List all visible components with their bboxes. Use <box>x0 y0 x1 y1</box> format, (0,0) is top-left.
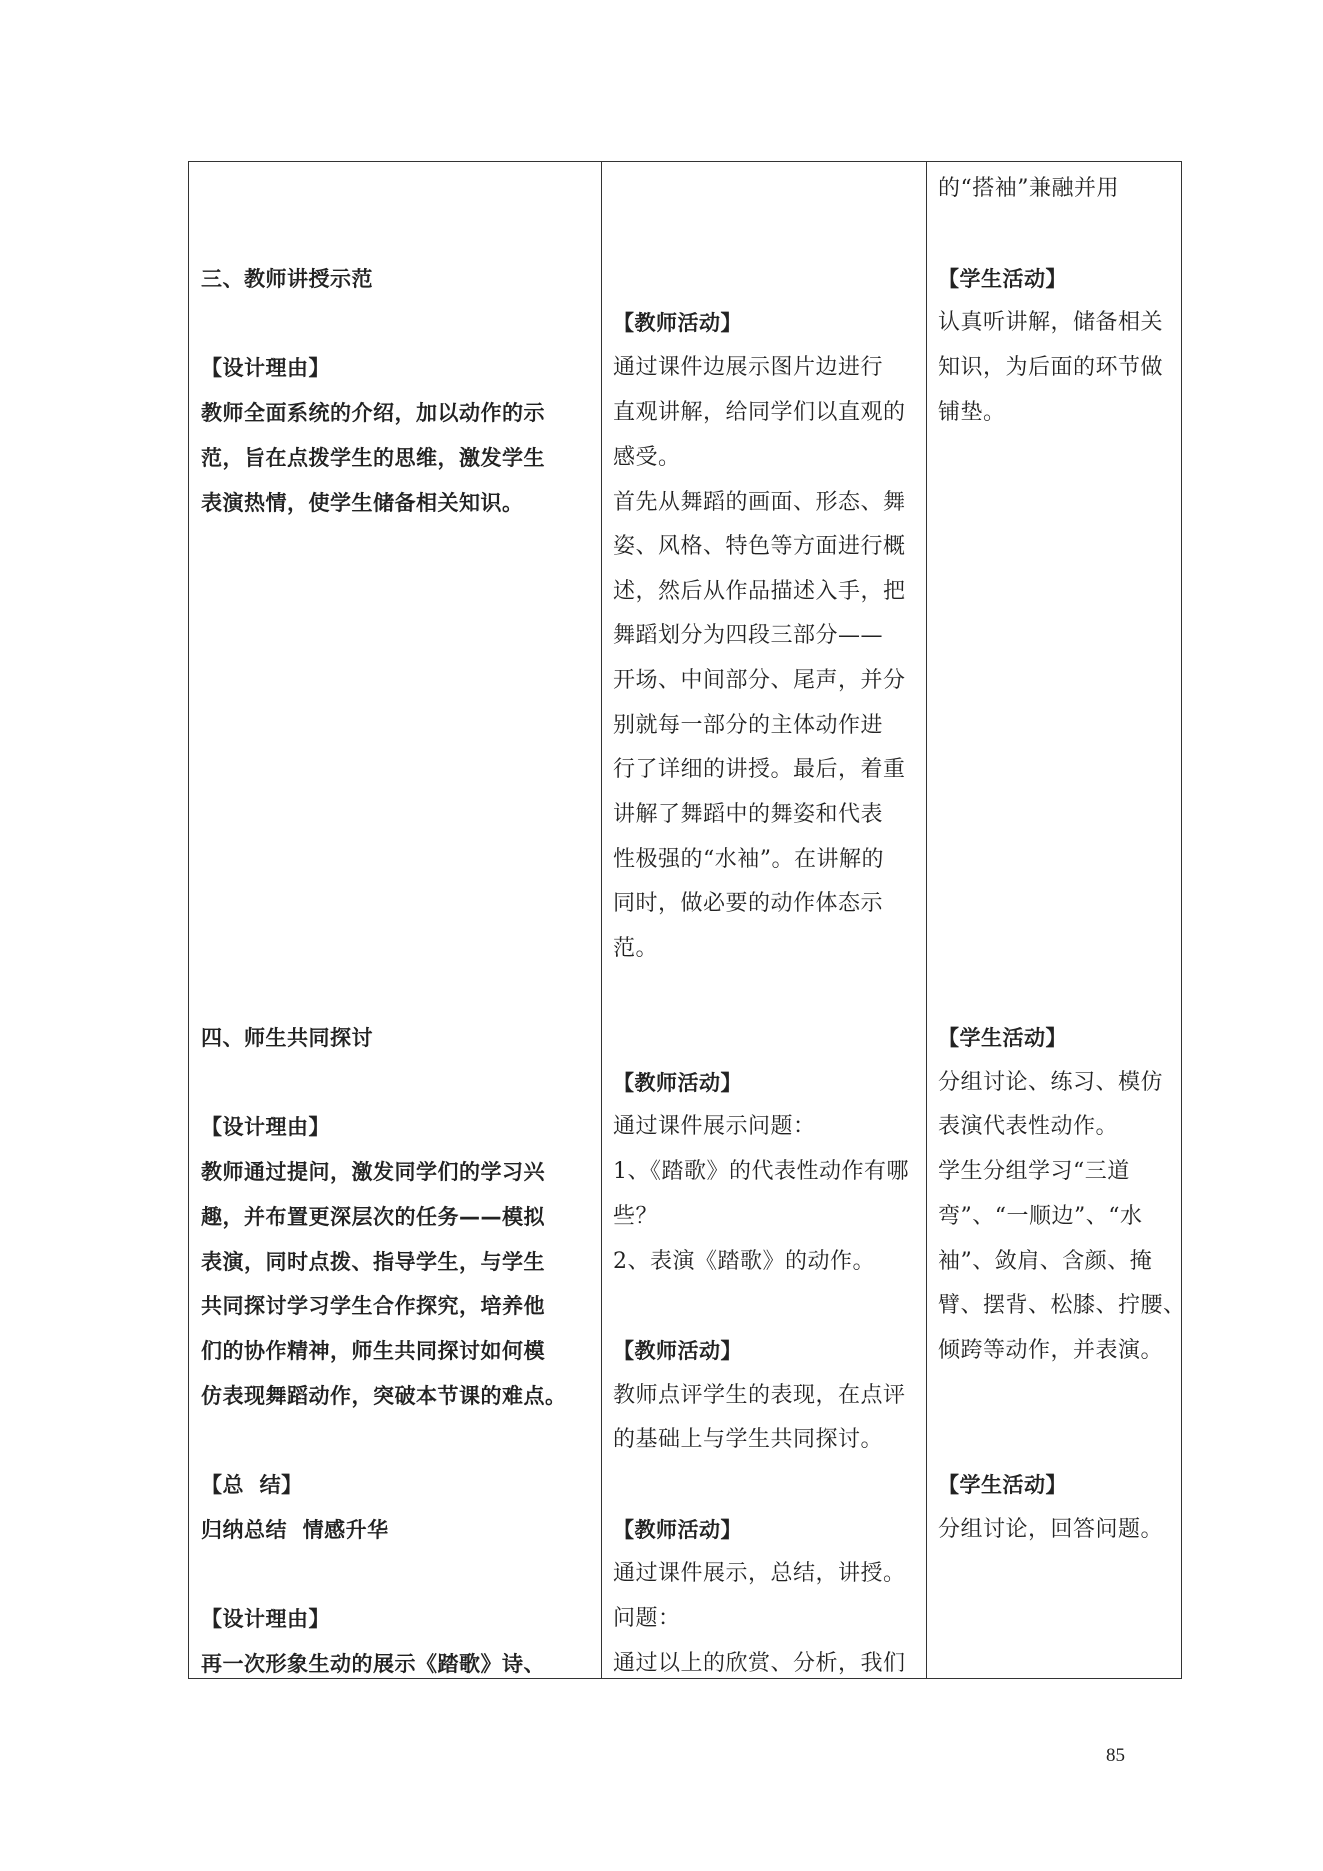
teacher-activity-line: 舞蹈划分为四段三部分—— <box>613 623 884 648</box>
reason-text-line: 仿表现舞蹈动作，突破本节课的难点。 <box>201 1384 567 1408</box>
summary-label: 【总 结】 <box>201 1473 303 1497</box>
teacher-activity-line: 行了详细的讲授。最后，着重 <box>613 757 906 782</box>
student-activity-line: 臂、摆背、松膝、拧腰、 <box>938 1293 1186 1318</box>
reason-label: 【设计理由】 <box>201 1115 330 1139</box>
student-activity-line: 铺垫。 <box>938 400 1006 425</box>
section-heading: 三、教师讲授示范 <box>201 267 373 291</box>
teacher-activity-line: 2、表演《踏歌》的动作。 <box>613 1249 875 1274</box>
student-activity-line: 表演代表性动作。 <box>938 1114 1119 1139</box>
teacher-activity-label: 【教师活动】 <box>613 1339 742 1363</box>
teacher-activity-label: 【教师活动】 <box>613 311 742 335</box>
reason-text-line: 们的协作精神，师生共同探讨如何模 <box>201 1339 545 1363</box>
section-heading: 四、师生共同探讨 <box>201 1026 373 1050</box>
teacher-activity-line: 教师点评学生的表现，在点评 <box>613 1383 906 1408</box>
teacher-activity-line: 姿、风格、特色等方面进行概 <box>613 534 906 559</box>
student-activity-line: 的“搭袖”兼融并用 <box>938 176 1119 201</box>
teacher-activity-label: 【教师活动】 <box>613 1071 742 1095</box>
teacher-activity-line: 1、《踏歌》的代表性动作有哪 <box>613 1159 909 1184</box>
teacher-activity-line: 述，然后从作品描述入手，把 <box>613 579 906 604</box>
reason-text-line: 趣，并布置更深层次的任务——模拟 <box>201 1205 545 1229</box>
teacher-activity-line: 讲解了舞蹈中的舞姿和代表 <box>613 802 884 827</box>
teacher-activity-line: 开场、中间部分、尾声，并分 <box>613 668 906 693</box>
teacher-activity-line: 通过课件展示，总结，讲授。 <box>613 1561 906 1586</box>
teacher-activity-label: 【教师活动】 <box>613 1518 742 1542</box>
student-activity-line: 袖”、敛肩、含颜、掩 <box>938 1249 1153 1274</box>
teacher-activity-line: 通过课件边展示图片边进行 <box>613 355 884 380</box>
student-activity-line: 分组讨论、练习、模仿 <box>938 1070 1164 1095</box>
student-activity-label: 【学生活动】 <box>938 1026 1067 1050</box>
teacher-activity-line: 的基础上与学生共同探讨。 <box>613 1427 884 1452</box>
teacher-activity-line: 直观讲解，给同学们以直观的 <box>613 400 906 425</box>
teacher-activity-line: 范。 <box>613 936 659 961</box>
student-activity-line: 倾跨等动作，并表演。 <box>938 1338 1164 1363</box>
summary-text: 归纳总结 情感升华 <box>201 1518 389 1542</box>
student-activity-line: 认真听讲解，储备相关 <box>938 310 1164 335</box>
teacher-activity-line: 通过以上的欣赏、分析，我们 <box>613 1651 906 1676</box>
reason-text-line: 教师通过提问，激发同学们的学习兴 <box>201 1160 545 1184</box>
reason-text-line: 再一次形象生动的展示《踏歌》诗、 <box>201 1652 545 1676</box>
reason-label: 【设计理由】 <box>201 1607 330 1631</box>
student-activity-line: 分组讨论，回答问题。 <box>938 1517 1164 1542</box>
reason-text-line: 教师全面系统的介绍，加以动作的示 <box>201 401 545 425</box>
teacher-activity-line: 通过课件展示问题： <box>613 1114 816 1139</box>
page-number: 85 <box>1106 1745 1125 1766</box>
teacher-activity-line: 性极强的“水袖”。在讲解的 <box>613 847 884 872</box>
teacher-activity-line: 同时，做必要的动作体态示 <box>613 891 884 916</box>
reason-text-line: 表演，同时点拨、指导学生，与学生 <box>201 1250 545 1274</box>
teacher-activity-line: 感受。 <box>613 445 681 470</box>
student-activity-line: 知识，为后面的环节做 <box>938 355 1164 380</box>
reason-label: 【设计理由】 <box>201 356 330 380</box>
reason-text-line: 共同探讨学习学生合作探究，培养他 <box>201 1294 545 1318</box>
teacher-activity-line: 问题： <box>613 1606 681 1631</box>
student-activity-line: 学生分组学习“三道 <box>938 1159 1130 1184</box>
column-divider <box>601 162 602 1678</box>
student-activity-label: 【学生活动】 <box>938 267 1067 291</box>
reason-text-line: 表演热情，使学生储备相关知识。 <box>201 491 524 515</box>
reason-text-line: 范，旨在点拨学生的思维，激发学生 <box>201 446 545 470</box>
column-divider <box>926 162 927 1678</box>
student-activity-line: 弯”、“一顺边”、“水 <box>938 1204 1143 1229</box>
teacher-activity-line: 些？ <box>613 1204 659 1229</box>
teacher-activity-line: 首先从舞蹈的画面、形态、舞 <box>613 490 906 515</box>
student-activity-label: 【学生活动】 <box>938 1473 1067 1497</box>
teacher-activity-line: 别就每一部分的主体动作进 <box>613 713 884 738</box>
